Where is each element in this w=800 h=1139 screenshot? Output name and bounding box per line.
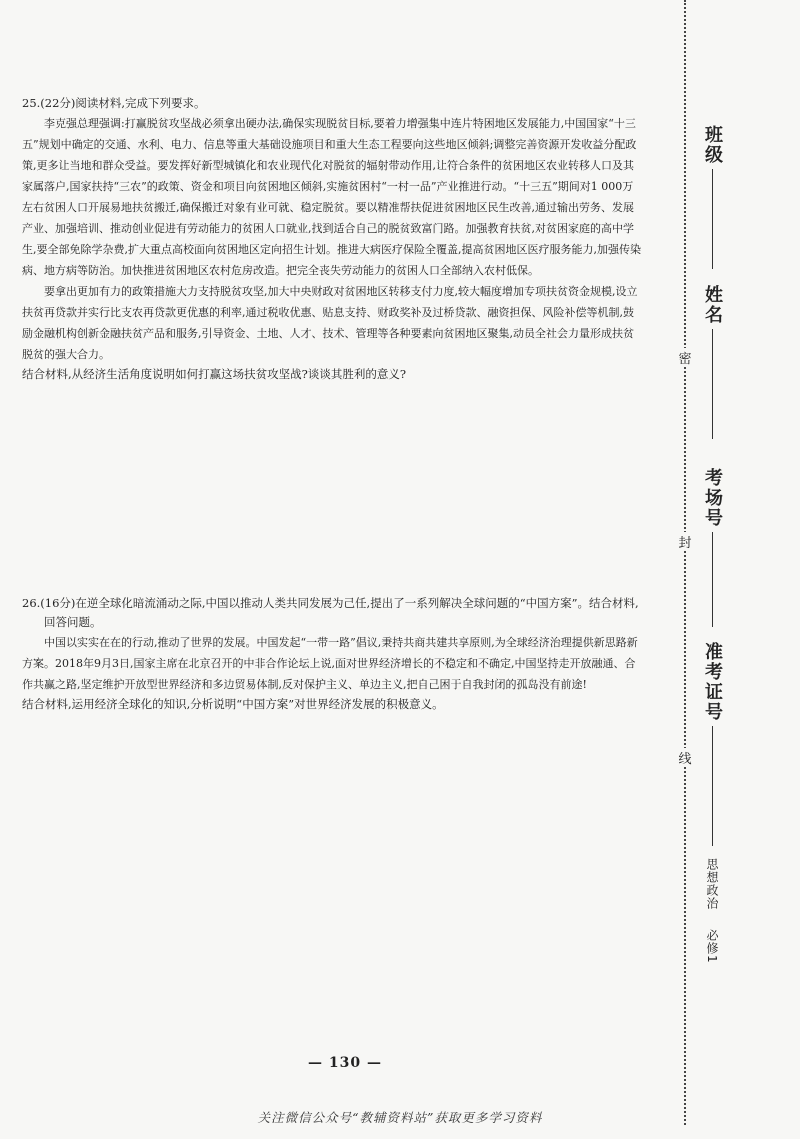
field-room-label: 考场号 (702, 468, 723, 528)
field-room-line (712, 532, 713, 627)
question-26-material-1: 中国以实实在在的行动,推动了世界的发展。中国发起“一带一路”倡议,秉持共商共建共享原则,为全球经济治理提供新思路新方案。2018年9月3日,国家主席在北京召开的中非合作论坛上说,面对世界经济增长的不稳定和不确定,中国坚持走开放融通、合作共赢之路,坚定维护开放型世界经济和多边贸易体制,反对保护主义、单边主义,把自己困于自我封闭的孤岛没有前途! (22, 636, 638, 691)
field-room[interactable] (700, 468, 724, 627)
page-number: — 130 — (308, 1055, 382, 1071)
field-ticket-label: 准考证号 (702, 642, 723, 722)
book-name: 必修1 (705, 928, 719, 964)
question-26-header: 26.(16分)在逆全球化暗流涌动之际,中国以推动人类共同发展为己任,提出了一系列解决全球问题的“中国方案”。结合材料,回答问题。 (22, 596, 639, 629)
question-25-material-2: 要拿出更加有力的政策措施大力支持脱贫攻坚,加大中央财政对贫困地区转移支付力度,较大幅度增加专项扶贫资金规模,设立扶贫再贷款并实行比支农再贷款更优惠的利率,通过税收优惠、贴息支持、财政奖补及过桥贷款、融资担保、风险补偿等机制,鼓励金融机构创新金融扶贫产品和服务,引导资金、土地、人才、技术、管理等各种要素向贫困地区聚集,动员全社会力量形成扶贫脱贫的强大合力。 (22, 285, 638, 361)
field-ticket-line (712, 726, 713, 846)
binding-mark-feng: 封 (676, 532, 694, 551)
question-26-prompt: 结合材料,运用经济全球化的知识,分析说明“中国方案”对世界经济发展的积极意义。 (22, 697, 444, 711)
field-class[interactable] (700, 125, 724, 269)
question-25-prompt: 结合材料,从经济生活角度说明如何打赢这场扶贫攻坚战?谈谈其胜利的意义? (22, 367, 406, 381)
question-25-material-1: 李克强总理强调:打赢脱贫攻坚战必须拿出硬办法,确保实现脱贫目标,要着力增强集中连片特困地区发展能力,中国国家“十三五”规划中确定的交通、水利、电力、信息等重大基础设施项目和重大生态工程要向这些地区倾斜;调整完善资源开发收益分配政策,更多让当地和群众受益。要发挥好新型城镇化和农业现代化对脱贫的辐射带动作用,让符合条件的贫困地区农业转移人口及其家属落户,国家扶持“三农”的政策、资金和项目向贫困地区倾斜,实施贫困村“一村一品”产业推进行动。“十三五”期间对1 000万左右贫困人口开展易地扶贫搬迁,确保搬迁对象有业可就、稳定脱贫。要以精准帮扶促进贫困地区民生改善,通过输出劳务、发展产业、加强培训、推动创业促进有劳动能力的贫困人口就业,找到适合自己的脱贫致富门路。加强教育扶贫,对贫困家庭的高中学生,要全部免除学杂费,扩大重点高校面向贫困地区定向招生计划。推进大病医疗保险全覆盖,提高贫困地区医疗服务能力,加强传染病、地方病等防治。加快推进贫困地区农村危房改造。把完全丧失劳动能力的贫困人口全部纳入农村低保。 (22, 117, 641, 277)
field-class-label: 班级 (702, 125, 723, 165)
field-class-line (712, 169, 713, 269)
footer-note: 关注微信公众号“教辅资料站”获取更多学习资料 (257, 1110, 543, 1125)
binding-mark-mi: 密 (676, 348, 694, 367)
question-25 (22, 94, 642, 384)
field-name[interactable] (700, 285, 724, 439)
field-name-line (712, 329, 713, 439)
binding-mark-xian: 线 (676, 748, 694, 767)
question-25-header: 25.(22分)阅读材料,完成下列要求。 (22, 96, 206, 110)
question-26 (22, 594, 642, 714)
binding-dotted-line (684, 0, 686, 1125)
field-name-label: 姓名 (702, 285, 723, 325)
field-ticket[interactable] (700, 642, 724, 846)
subject-label (703, 858, 721, 963)
subject-name: 思想政治 (705, 858, 719, 910)
